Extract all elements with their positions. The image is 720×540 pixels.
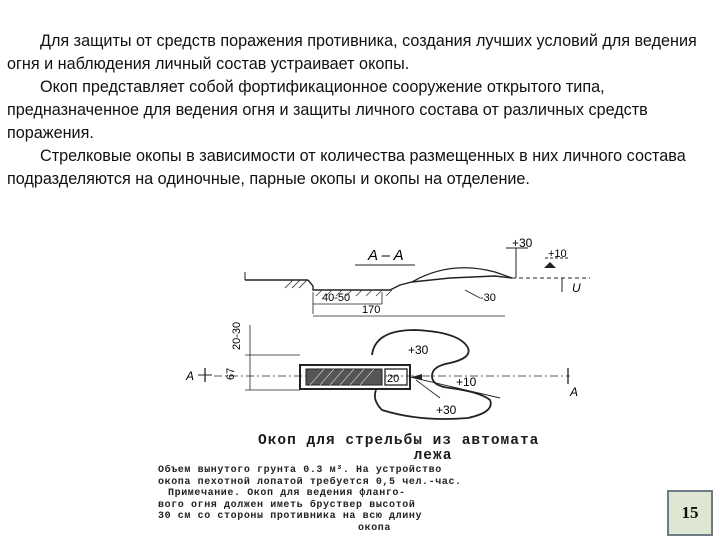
mark-plus30-top: +30 [512,236,533,250]
mark-a-right: A [570,385,579,399]
body-text [7,30,715,191]
mark-67: 67 [225,367,237,380]
figure-note [158,465,610,534]
mark-20-30: 20-30 [231,321,243,350]
caption-subtitle: лежа [413,448,453,464]
mark-40-50: 40-50 [322,292,351,304]
note-line: Примечание. Окоп для ведения фланго- [168,488,406,499]
mark-a-left: A [186,369,195,383]
paragraph-1: Для защиты от средств поражения противника, создания лучших условий для ведения огня и наблюдения личный состав устраивает окопы. [7,32,697,73]
mark-20: 20 [387,373,400,385]
section-label: A – A [368,247,404,264]
mark-plus10-top: +10 [548,248,567,260]
note-line: 30 см со стороны противника на всю длину [158,511,423,522]
note-line: Объем вынутого грунта 0.3 м³. На устройство [158,465,442,476]
note-line: окопа [358,522,392,534]
mark-u: U [572,281,581,295]
paragraph-2: Окоп представляет собой фортификационное сооружение открытого типа, предназначенное для ведения огня и защиты личного состава от различных средств поражения. [7,78,648,142]
mark-plus30-mid: +30 [408,343,429,357]
figure-caption [258,434,618,464]
page-number: 15 [667,490,713,536]
mark-plus30-bottom: +30 [436,403,457,417]
note-line: вого огня должен иметь бруствер высотой [158,499,416,511]
caption-title: Окоп для стрельбы из автомата [258,433,540,449]
mark-plus10-mid: +10 [456,375,477,389]
paragraph-3: Стрелковые окопы в зависимости от количества размещенных в них личного состава подразделяются на одиночные, парные окопы и окопы на отделение. [7,147,686,188]
note-line: окопа пехотной лопатой требуется 0,5 чел.-час. [158,476,462,488]
mark-minus30: -30 [480,292,496,304]
mark-170: 170 [362,304,381,316]
